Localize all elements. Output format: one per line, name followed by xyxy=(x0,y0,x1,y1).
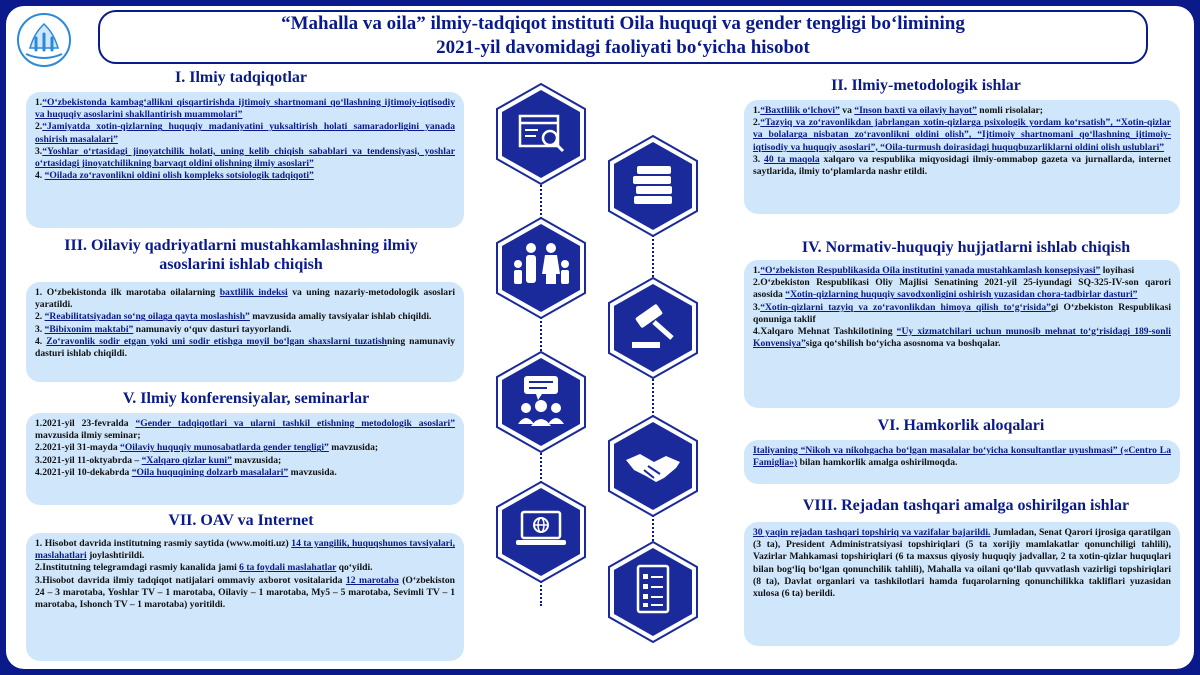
section-5-box xyxy=(26,413,464,505)
institute-logo xyxy=(16,12,72,68)
list-item: 3.“Yoshlar o‘rtasidagi jinoyatchilik holati, uning kelib chiqish sabablari va tendensiyasi, yoshlar o‘rtasidagi jinoyatchilikning barvaqt oldini olishning ilmiy asoslari” xyxy=(35,145,455,170)
research-icon xyxy=(494,82,588,186)
list-item: 2.O‘zbekiston Respublikasi Oliy Majlisi Senatining 2021-yil 25-iyundagi SQ-325-IV-son qarori asosida “Xotin-qizlarning huquqiy savodxonligini oshirish yuzasidan chora-tadbirlar dasturi” xyxy=(753,277,1171,301)
poster-header xyxy=(98,10,1148,64)
list-item: 2. “Reabilitatsiyadan so‘ng oilaga qayta moslashish” mavzusida amaliy tavsiyalar ishlab chiqildi. xyxy=(35,311,432,323)
list-item: 30 yaqin rejadan tashqari topshiriq va vazifalar bajarildi. Jumladan, Senat Qarori ijrosiga qaratilgan (3 ta), President Administratsiyasi topshiriqlari (5 ta xorijiy mamlakatlar qonunchiligi tahlili), Vazirlar Mahkamasi topshiriqlari (6 ta maxsus qiyosiy huquqiy jadvallar, 2 ta xotin-qizlar huquqlari bilan bog‘liq bo‘lgan qonunchilik tahlili), Mahalla va oilani qo‘llab quvvatlash vazirligi topshiriqlari (8 ta), Davlat organlari va tashkilotlari hamda fuqarolarning qonunchilikka takliflari yuzasidan xulosa (6 ta) berildi. xyxy=(753,527,1171,600)
list-item: 2.Institutning telegramdagi rasmiy kanalida jami 6 ta foydali maslahatlar qo‘yildi. xyxy=(35,562,373,574)
section-1-box xyxy=(26,92,464,228)
list-item: 2.“Tazyiq va zo‘ravonlikdan jabrlangan xotin-qizlarga psixologik yordam ko‘rsatish”, “Xotin-qizlar va bolalarga nisbatan zo‘ravonlikni oldini olish”, “Ijtimoiy shartnomani qo‘llashning ijtimoiy-iqtisodiy va huquqiy asoslari”, “Oila-turmush doirasidagi huquqbuzarliklarni oldini olish uslublari” xyxy=(753,117,1171,153)
section-7-box xyxy=(26,533,464,661)
list-item: 2.2021-yil 31-mayda “Oilaviy huquqiy munosabatlarda gender tengligi” mavzusida; xyxy=(35,442,379,454)
section-4-title: IV. Normativ-huquqiy hujjatlarni ishlab chiqish xyxy=(801,239,1131,256)
section-2-title: II. Ilmiy-metodologik ishlar xyxy=(831,77,1021,94)
section-6-box xyxy=(744,440,1180,484)
list-item: 3. “Bibixonim maktabi” namunaviy o‘quv dasturi tayyorlandi. xyxy=(35,323,292,335)
list-item: 1. Hisobot davrida institutning rasmiy saytida (www.moiti.uz) 14 ta yangilik, huquqshunos tavsiyalari, maslahatlari joylashtirildi. xyxy=(35,538,455,562)
list-item: 3.2021-yil 11-oktyabrda – “Xalqaro qizlar kuni” mavzusida; xyxy=(35,454,282,466)
section-3-box xyxy=(26,282,464,382)
header-title-line2: 2021-yil davomidagi faoliyati bo‘yicha hisobot xyxy=(436,37,810,58)
connector-line-right xyxy=(652,176,654,596)
section-4-box xyxy=(744,260,1180,408)
section-1-title: I. Ilmiy tadqiqotlar xyxy=(174,69,307,86)
list-item: 1. O‘zbekistonda ilk marotaba oilalarning baxtlilik indeksi va uning nazariy-metodologik asoslari yaratildi. xyxy=(35,287,455,311)
section-7-title: VII. OAV va Internet xyxy=(168,512,314,529)
section-2-box xyxy=(744,100,1180,214)
checklist-icon xyxy=(606,540,700,644)
handshake-icon xyxy=(606,414,700,518)
chat-group-icon xyxy=(494,350,588,454)
list-item: 4. “Oilada zo‘ravonlikni oldini olish kompleks sotsiologik tadqiqoti” xyxy=(35,170,314,182)
list-item: 1.“O‘zbekiston Respublikasida Oila institutini yanada mustahkamlash konsepsiyasi” loyihasi xyxy=(753,265,1135,276)
section-8-box xyxy=(744,522,1180,646)
poster-frame xyxy=(6,6,1194,669)
list-item: 3. 40 ta maqola xalqaro va respublika miqyosidagi ilmiy-ommabop gazeta va jurnallarda, internet saytlarida, ilmiy to‘plamlarda nashr etildi. xyxy=(753,153,1172,178)
section-5-title: V. Ilmiy konferensiyalar, seminarlar xyxy=(122,390,370,407)
header-title-line1: “Mahalla va oila” ilmiy-tadqiqot instituti Oila huquqi va gender tengligi bo‘limining xyxy=(281,13,965,34)
list-item: 4.2021-yil 10-dekabrda “Oila huquqining dolzarb masalalari” mavzusida. xyxy=(35,466,337,478)
list-item: 4.Xalqaro Mehnat Tashkilotining “Uy xizmatchilari uchun munosib mehnat to‘g‘risidagi 189-sonli Konvensiya”siga qo‘shilish bo‘yicha asosnoma va boshqalar. xyxy=(753,326,1171,350)
family-icon xyxy=(494,216,588,320)
list-item: Italiyaning “Nikoh va nikohgacha bo‘lgan masalalar bo‘yicha konsultantlar uyushmasi” («Centro La Famiglia») bilan hamkorlik amalga oshirilmoqda. xyxy=(753,445,1171,469)
list-item: 1.2021-yil 23-fevralda “Gender tadqiqotlari va ularni tashkil etishning metodologik asoslari” mavzusida ilmiy seminar; xyxy=(35,418,455,442)
list-item: 2.“Jamiyatda xotin-qizlarning huquqiy madaniyatini yuksaltirish holati samaradorligini yanada oshirish masalalari” xyxy=(35,121,455,145)
list-item: 3.Hisobot davrida ilmiy tadqiqot natijalari ommaviy axborot vositalarida 12 marotaba (O‘zbekiston 24 – 3 marotaba, Yoshlar TV – 1 marotaba, Oilaviy – 1 marotaba, My5 – 5 marotaba, Sevimli TV – 1 marotaba, Ishonch TV – 1 marotaba) yoritildi. xyxy=(35,574,455,611)
web-laptop-icon xyxy=(494,480,588,584)
books-icon xyxy=(606,134,700,238)
list-item: 3.“Xotin-qizlarni tazyiq va zo‘ravonlikdan himoya qilish to‘g‘risida”gi O‘zbekiston Respublikasi qonuniga taklif xyxy=(753,301,1172,325)
gavel-icon xyxy=(606,276,700,380)
list-item: 1.“O‘zbekistonda kambag‘allikni qisqartirishda ijtimoiy shartnomani qo‘llashning ijtimoiy-iqtisodiy va huquqiy asoslarini shakllantirish muammolari” xyxy=(35,97,455,121)
list-item: 1.“Baxtlilik o‘lchovi” va “Inson baxti va oilaviy hayot” nomli risolalar; xyxy=(753,105,1043,116)
section-6-title: VI. Hamkorlik aloqalari xyxy=(877,417,1045,434)
list-item: 4. Zo‘ravonlik sodir etgan yoki uni sodir etishga moyil bo‘lgan shaxslarni tuzatishning namunaviy dasturi ishlab chiqildi. xyxy=(35,335,456,360)
section-8-title: VIII. Rejadan tashqari amalga oshirilgan ishlar xyxy=(802,497,1130,514)
section-3-title: III. Oilaviy qadriyatlarni mustahkamlashning ilmiy asoslarini ishlab chiqish xyxy=(64,237,418,273)
